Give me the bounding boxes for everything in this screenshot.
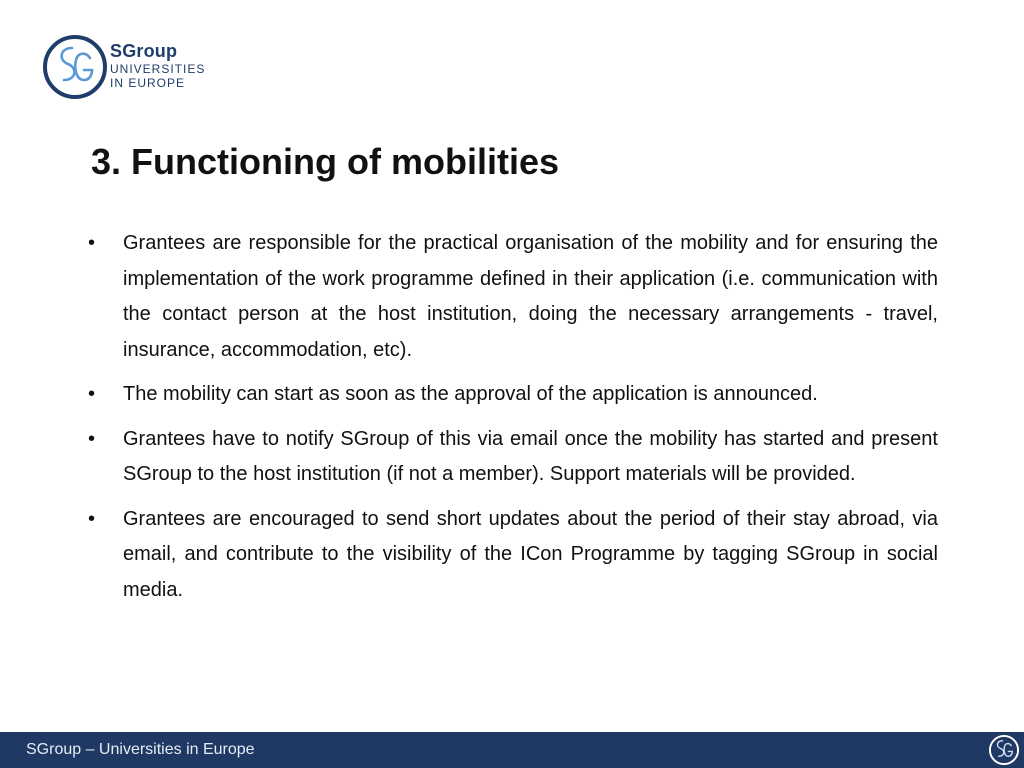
logo-brand-text: SGroup: [110, 41, 178, 61]
bullet-list: [88, 226, 938, 617]
slide-title: [91, 140, 559, 184]
bullet-marker: •: [88, 383, 96, 405]
sgroup-logo-icon: [42, 34, 108, 100]
bullet-item: [88, 226, 938, 368]
bullet-item: [88, 502, 938, 609]
footer-text: SGroup – Universities in Europe: [26, 741, 255, 758]
footer-bar: [0, 732, 1024, 768]
sgroup-logo: [42, 34, 217, 102]
bullet-item: [88, 422, 938, 493]
slide-title-text: 3. Functioning of mobilities: [91, 141, 559, 182]
bullet-marker: •: [88, 232, 96, 254]
bullet-text: Grantees are responsible for the practical organisation of the mobility and for ensuring the implementation of the work programme defined in their application (i.e. communication with the contact person at the host institution, doing the necessary arrangements - travel, insurance, accommodation, etc).: [123, 232, 938, 361]
sgroup-footer-logo-icon: [988, 734, 1020, 766]
bullet-text: Grantees have to notify SGroup of this via email once the mobility has started and present SGroup to the host institution (if not a member). Support materials will be provided.: [123, 427, 938, 485]
bullet-text: The mobility can start as soon as the approval of the application is announced.: [123, 383, 818, 405]
bullet-text: Grantees are encouraged to send short updates about the period of their stay abroad, via email, and contribute to the visibility of the ICon Programme by tagging SGroup in social media.: [123, 507, 938, 601]
logo-subtitle-line2: IN EUROPE: [110, 76, 186, 90]
bullet-marker: •: [88, 507, 96, 530]
bullet-marker: •: [88, 427, 96, 450]
logo-wordmark: [110, 42, 205, 89]
logo-subtitle-line1: UNIVERSITIES: [110, 62, 206, 76]
bullet-item: [88, 377, 938, 413]
